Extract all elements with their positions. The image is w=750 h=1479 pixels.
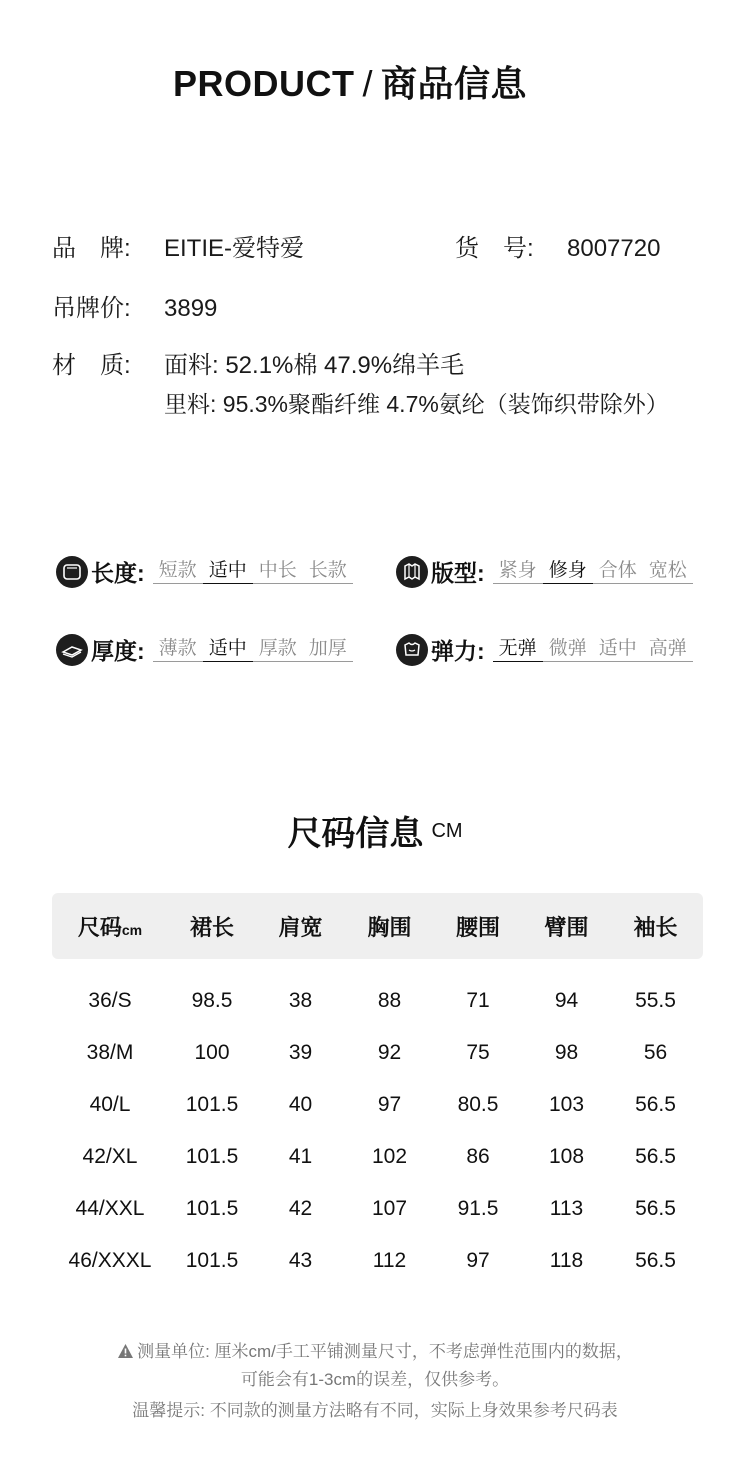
page-title [0,56,700,107]
price-value: 3899 [164,295,218,322]
table-row [52,1079,703,1131]
price-label: 吊牌价: [52,295,131,322]
material-line-2: 里料: 95.3%聚酯纤维 4.7%氨纶（装饰织带除外） [164,391,669,417]
elasticity-option-high: 高弹 [643,637,693,662]
table-cell: 56.5 [635,1197,676,1220]
thickness-option-thick: 厚款 [253,637,303,662]
table-cell: 101.5 [185,1249,239,1272]
material-line-1: 面料: 52.1%棉 47.9%绵羊毛 [164,352,465,379]
table-cell: 107 [371,1197,408,1220]
table-cell: 40/L [89,1093,131,1116]
elasticity-icon [396,634,428,666]
table-row [52,1027,703,1079]
table-cell: 55.5 [635,989,676,1012]
sku-label: 货 号: [455,235,534,262]
table-cell: 86 [466,1145,490,1168]
table-cell: 100 [194,1041,230,1064]
thickness-option-extra-thick: 加厚 [303,637,353,662]
table-cell: 112 [372,1249,407,1272]
table-cell: 113 [549,1197,584,1220]
attr-fit [396,555,693,588]
elasticity-option-medium: 适中 [593,637,643,662]
thickness-icon [56,634,88,666]
table-cell: 80.5 [457,1093,499,1116]
material-label: 材 质: [52,352,131,379]
table-cell: 38 [288,989,313,1012]
table-cell: 118 [549,1249,584,1272]
size-title-text: 尺码信息 [287,815,424,853]
title-separator: / [362,63,373,104]
size-table-header [52,893,703,959]
fit-option-tight: 紧身 [493,559,543,584]
table-cell: 101.5 [185,1145,239,1168]
fit-option-loose: 宽松 [643,559,693,584]
header-size-unit: cm [121,921,143,938]
attr-fit-label: 版型: [431,560,485,586]
size-section-title [0,806,750,855]
attr-elasticity-label: 弹力: [431,638,485,664]
table-cell: 56.5 [635,1249,676,1272]
thickness-option-thin: 薄款 [153,637,203,662]
table-cell: 41 [288,1145,313,1168]
table-cell: 71 [466,989,490,1012]
table-cell: 98.5 [191,989,233,1012]
header-shoulder: 肩宽 [278,914,323,940]
header-sleeve: 袖长 [633,914,678,940]
brand-label: 品 牌: [52,235,131,262]
fit-option-slim: 修身 [543,559,593,584]
table-cell: 44/XXL [75,1197,145,1220]
brand-row [52,228,304,263]
note-text-1: 测量单位: 厘米cm/手工平铺测量尺寸，不考虑弹性范围内的数据， [137,1342,633,1361]
title-zh: 商品信息 [381,63,528,104]
table-cell: 56 [643,1041,668,1064]
length-icon [56,556,88,588]
table-cell: 42 [288,1197,313,1220]
length-option-mid-long: 中长 [253,559,303,584]
table-cell: 46/XXXL [68,1249,152,1272]
table-cell: 88 [377,989,402,1012]
table-cell: 38/M [86,1041,134,1064]
table-cell: 43 [288,1249,313,1272]
note-line-2: 可能会有1-3cm的误差，仅供参考。 [240,1370,510,1389]
title-en: PRODUCT [172,63,355,104]
note-line-1 [0,1337,750,1364]
table-cell: 98 [554,1041,579,1064]
table-cell: 94 [554,989,579,1012]
table-cell: 56.5 [635,1093,676,1116]
table-cell: 39 [288,1041,313,1064]
header-size [52,911,168,942]
size-title-unit: CM [431,820,463,842]
header-arm: 臂围 [544,914,589,940]
table-cell: 42/XL [82,1145,138,1168]
table-cell: 108 [548,1145,585,1168]
elasticity-option-none: 无弹 [493,637,543,662]
length-option-medium: 适中 [203,559,253,584]
attr-length-label: 长度: [91,560,145,586]
table-cell: 101.5 [185,1197,239,1220]
attr-elasticity [396,633,693,666]
header-size-label: 尺码 [77,914,122,940]
table-cell: 91.5 [457,1197,499,1220]
header-waist: 腰围 [455,914,500,940]
table-cell: 75 [466,1041,490,1064]
table-cell: 103 [548,1093,585,1116]
attr-thickness [56,633,353,666]
table-row [52,1183,703,1235]
note-line-3: 温馨提示: 不同款的测量方法略有不同，实际上身效果参考尺码表 [132,1401,618,1420]
table-row [52,1235,703,1287]
header-bust: 胸围 [367,914,412,940]
table-row [52,975,703,1027]
table-row [52,1131,703,1183]
length-option-short: 短款 [153,559,203,584]
table-cell: 92 [377,1041,402,1064]
elasticity-option-slight: 微弹 [543,637,593,662]
header-skirt-length: 裙长 [189,914,234,940]
table-cell: 102 [371,1145,408,1168]
sku-value: 8007720 [567,235,661,262]
table-cell: 97 [466,1249,490,1272]
length-option-long: 长款 [303,559,353,584]
table-cell: 56.5 [635,1145,676,1168]
material-row [52,345,464,380]
table-cell: 101.5 [185,1093,239,1116]
table-cell: 97 [377,1093,402,1116]
table-cell: 36/S [88,989,132,1012]
attr-thickness-label: 厚度: [91,638,145,664]
price-row [52,288,217,323]
attr-length [56,555,353,588]
thickness-option-medium: 适中 [203,637,253,662]
sku-row [455,228,660,263]
table-cell: 40 [288,1093,313,1116]
fit-option-regular: 合体 [593,559,643,584]
fit-icon [396,556,428,588]
warning-icon [117,1343,134,1364]
brand-value: EITIE-爱特爱 [164,235,305,262]
size-table-body [52,975,703,1287]
